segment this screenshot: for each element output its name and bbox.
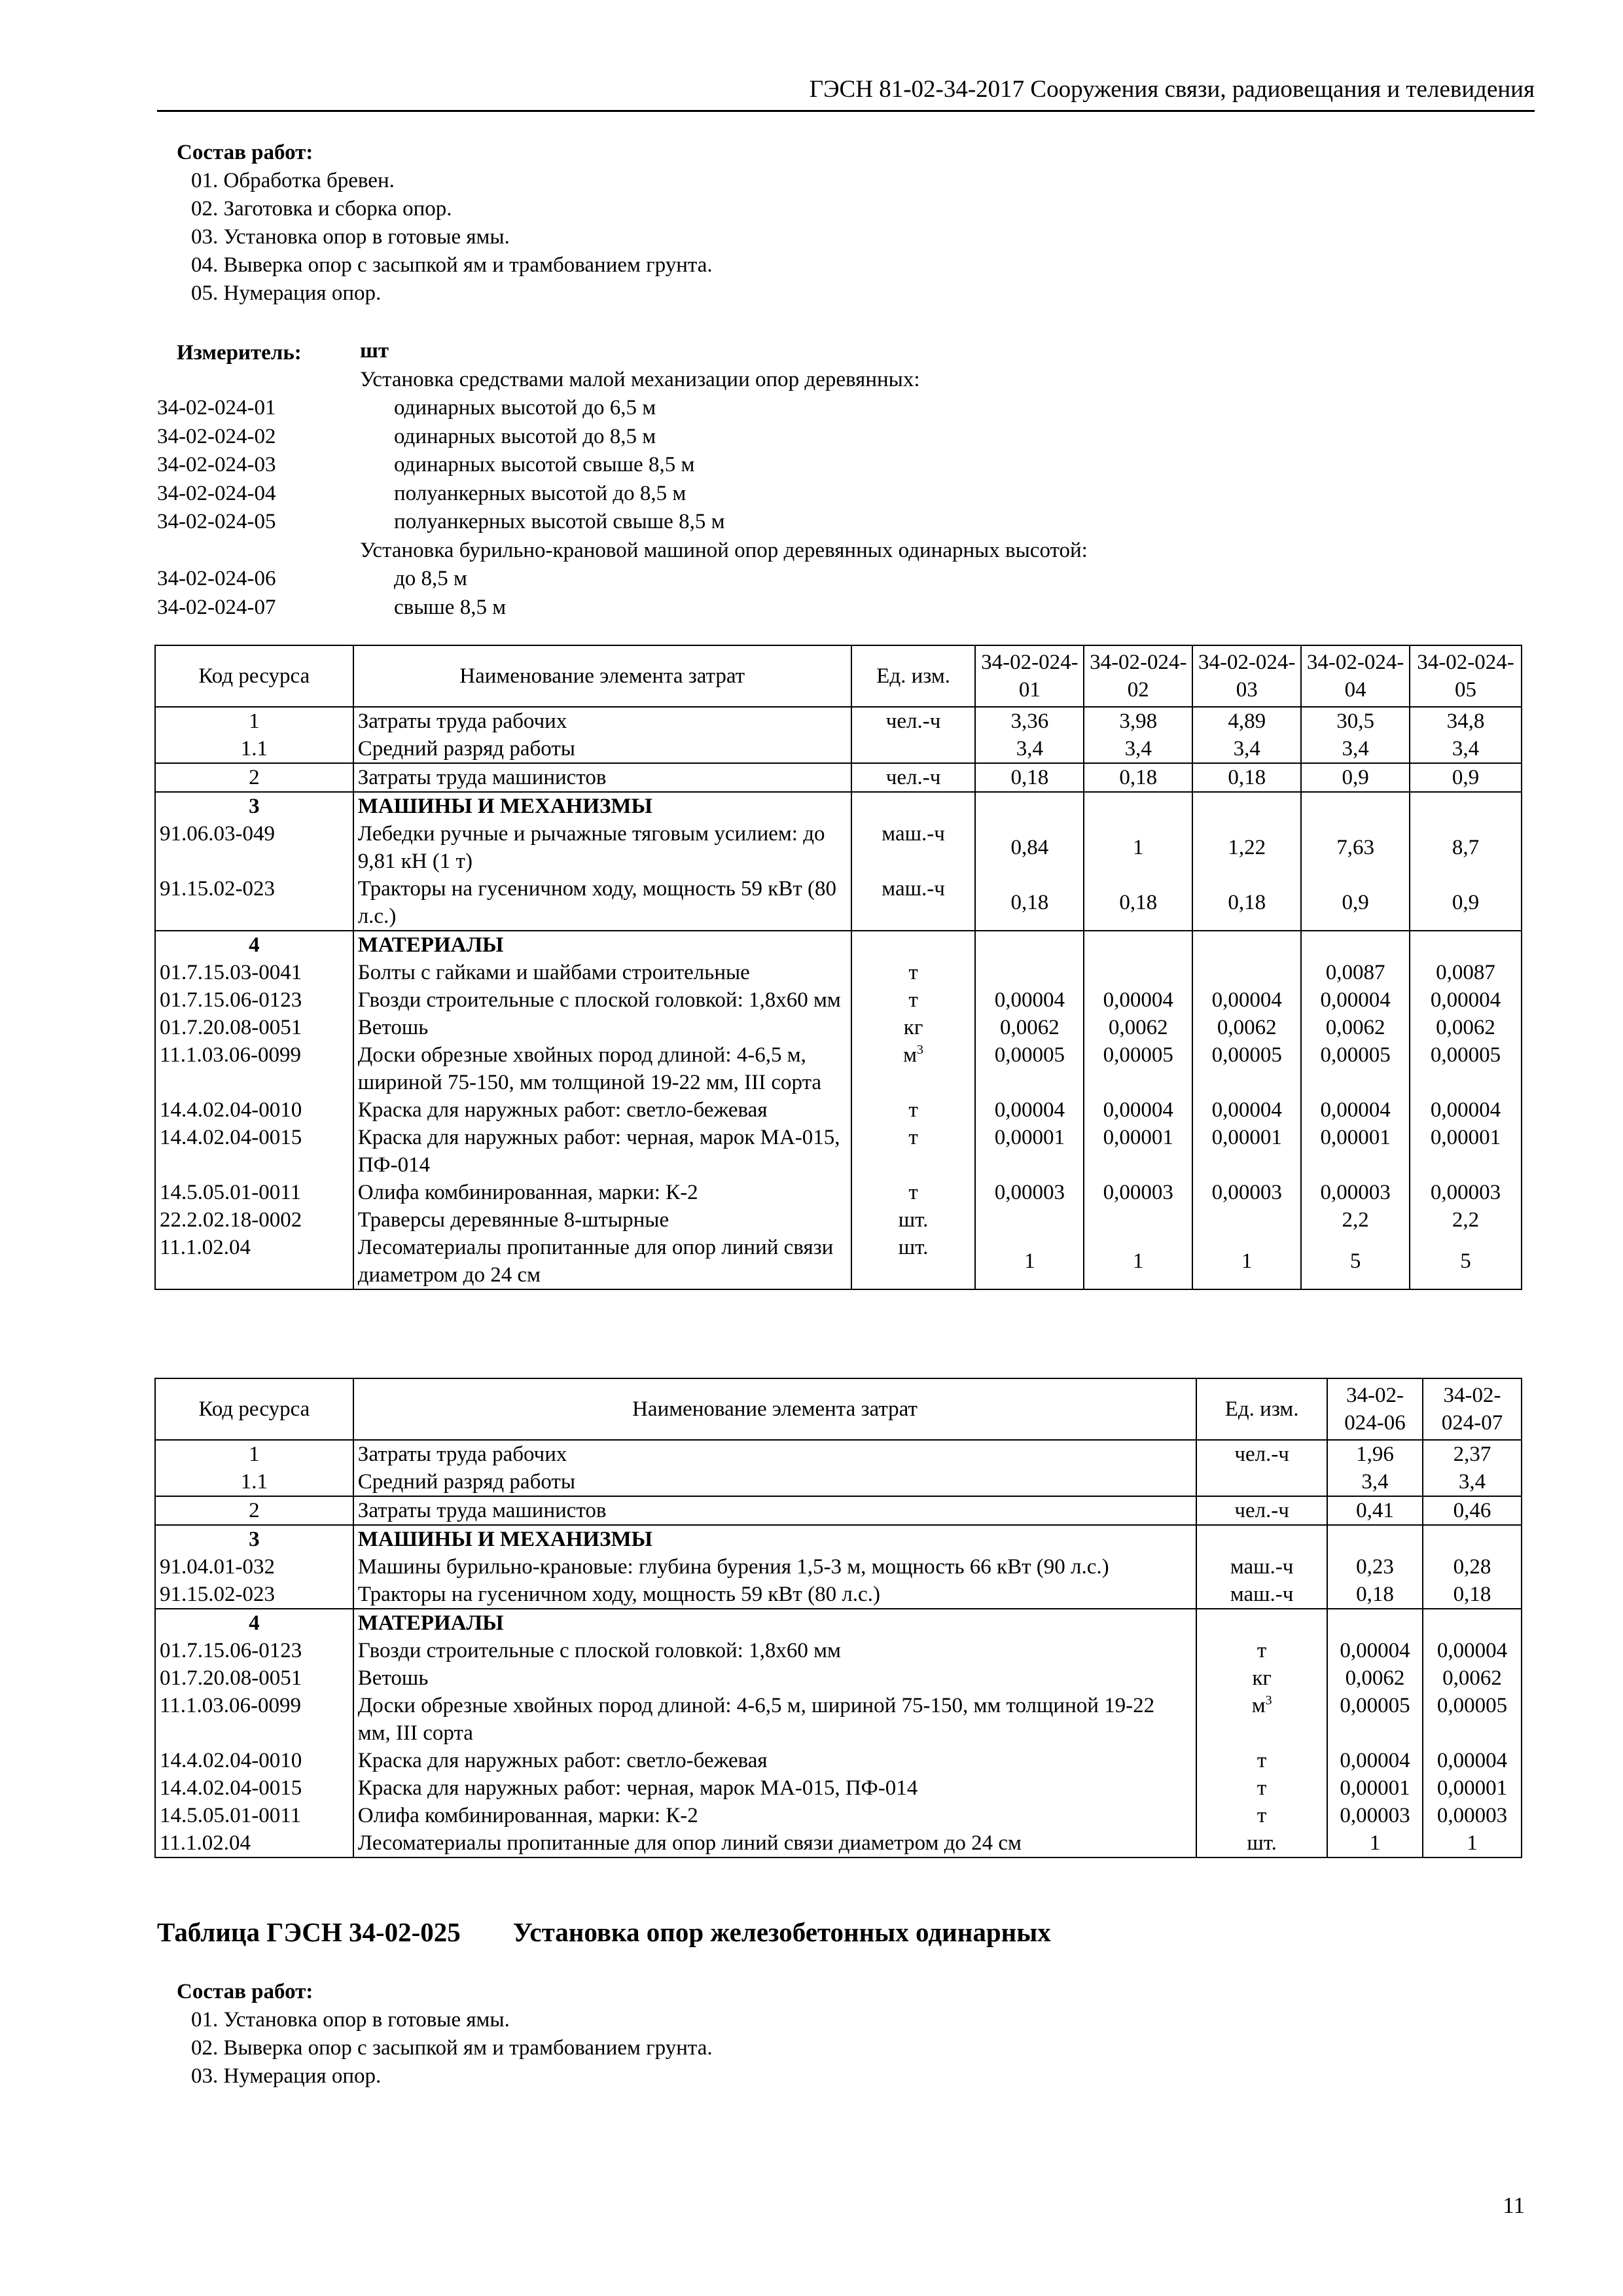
cell-value: 0,00004	[1301, 986, 1410, 1014]
cell-unit	[1196, 1468, 1327, 1496]
cell-value: 0,9	[1301, 763, 1410, 792]
cell-name: Средний разряд работы	[353, 735, 851, 763]
header-col: 34-02-024-05	[1410, 645, 1522, 707]
cell-code: 01.7.15.03-0041	[155, 959, 353, 986]
cell-code: 01.7.20.08-0051	[155, 1014, 353, 1041]
cell-value: 7,63	[1301, 820, 1410, 875]
cell-name: Затраты труда рабочих	[353, 1440, 1196, 1468]
cell-name: Краска для наружных работ: светло-бежевая	[353, 1096, 851, 1124]
cell-unit: т	[851, 986, 976, 1014]
cell-code: 2	[155, 1496, 353, 1525]
cell-name: МАТЕРИАЛЫ	[353, 931, 851, 959]
cell-code: 01.7.15.06-0123	[155, 1637, 353, 1664]
cell-value: 0,00004	[1084, 1096, 1192, 1124]
cell-value: 0,00001	[1192, 1124, 1301, 1179]
cell-value: 1	[1327, 1829, 1423, 1857]
cell-code: 1	[155, 707, 353, 735]
table-row	[155, 820, 1522, 875]
header-col: 34-02-024-07	[1423, 1378, 1522, 1440]
cell-value: 0,00004	[1410, 986, 1522, 1014]
cell-unit: т	[851, 1179, 976, 1206]
cell-value: 0,18	[1084, 875, 1192, 931]
table-row	[155, 931, 1522, 959]
work-composition-title: Состав работ:	[177, 1980, 313, 2003]
cell-value: 0,0062	[1423, 1664, 1522, 1692]
table-row	[155, 1747, 1522, 1774]
measure-row: 34-02-024-03 одинарных высотой свыше 8,5 м	[157, 453, 695, 476]
cell-value: 0,00005	[1410, 1041, 1522, 1096]
cell-value	[1192, 959, 1301, 986]
table-row	[155, 1802, 1522, 1829]
table-row	[155, 1525, 1522, 1553]
cell-name: Ветошь	[353, 1664, 1196, 1692]
cell-value: 0,9	[1410, 763, 1522, 792]
cell-value: 2,2	[1301, 1206, 1410, 1234]
cell-value	[1327, 1609, 1423, 1637]
cell-name: Машины бурильно-крановые: глубина бурения 1,5-3 м, мощность 66 кВт (90 л.с.)	[353, 1553, 1196, 1581]
cell-value: 2,37	[1423, 1440, 1522, 1468]
cell-unit: чел.-ч	[851, 763, 976, 792]
cell-unit: т	[851, 1124, 976, 1179]
table-row	[155, 1774, 1522, 1802]
work-item: 03. Установка опор в готовые ямы.	[191, 225, 510, 249]
cell-value: 0,18	[1327, 1581, 1423, 1609]
cell-code: 01.7.20.08-0051	[155, 1664, 353, 1692]
cell-value: 3,4	[975, 735, 1084, 763]
cell-value: 3,36	[975, 707, 1084, 735]
measure-row: 34-02-024-04 полуанкерных высотой до 8,5 м	[157, 481, 687, 505]
cell-value: 0,00003	[1410, 1179, 1522, 1206]
measure-row: 34-02-024-05 полуанкерных высотой свыше 8,5 м	[157, 510, 725, 533]
cell-value: 0,00004	[1192, 986, 1301, 1014]
cell-value: 3,4	[1327, 1468, 1423, 1496]
cell-value: 1,22	[1192, 820, 1301, 875]
table-row	[155, 1179, 1522, 1206]
cell-value	[1084, 792, 1192, 820]
header-col: 34-02-024-04	[1301, 645, 1410, 707]
table-row	[155, 1041, 1522, 1096]
table-row	[155, 1829, 1522, 1857]
cell-value	[1327, 1525, 1423, 1553]
cell-value: 1,96	[1327, 1440, 1423, 1468]
cell-value	[975, 959, 1084, 986]
cell-code: 14.5.05.01-0011	[155, 1802, 353, 1829]
work-item: 03. Нумерация опор.	[191, 2064, 382, 2088]
cell-unit: маш.-ч	[851, 875, 976, 931]
cell-value: 0,41	[1327, 1496, 1423, 1525]
cell-value: 0,00005	[1327, 1692, 1423, 1747]
work-item: 01. Обработка бревен.	[191, 169, 395, 192]
cell-value: 0,0062	[1410, 1014, 1522, 1041]
table-row	[155, 986, 1522, 1014]
cell-code: 14.4.02.04-0010	[155, 1747, 353, 1774]
cell-value: 3,98	[1084, 707, 1192, 735]
table-row	[155, 1637, 1522, 1664]
table-row	[155, 1206, 1522, 1234]
header-col: 34-02-024-01	[975, 645, 1084, 707]
cell-unit: маш.-ч	[1196, 1553, 1327, 1581]
cell-value: 3,4	[1084, 735, 1192, 763]
table-row	[155, 1096, 1522, 1124]
cell-name: Лесоматериалы пропитанные для опор линий связи диаметром до 24 см	[353, 1234, 851, 1289]
cell-unit: $м^3$	[851, 1041, 976, 1096]
measure-block	[157, 337, 1204, 622]
cell-unit: чел.-ч	[1196, 1440, 1327, 1468]
cell-value	[1410, 792, 1522, 820]
cell-value: 0,00001	[1327, 1774, 1423, 1802]
cell-code: 91.15.02-023	[155, 1581, 353, 1609]
cell-code: 14.4.02.04-0015	[155, 1124, 353, 1179]
cell-unit: шт.	[851, 1206, 976, 1234]
cell-code: 1.1	[155, 735, 353, 763]
cell-value: 0,00003	[1192, 1179, 1301, 1206]
cell-value: 0,00001	[1084, 1124, 1192, 1179]
cell-value	[975, 931, 1084, 959]
cell-value: 0,00003	[1301, 1179, 1410, 1206]
cell-unit	[851, 735, 976, 763]
cell-name: Краска для наружных работ: черная, марок МА-015, ПФ-014	[353, 1774, 1196, 1802]
work-item: 02. Выверка опор с засыпкой ям и трамбованием грунта.	[191, 2036, 713, 2060]
cell-code: 3	[155, 1525, 353, 1553]
cell-name: Гвозди строительные с плоской головкой: 1,8x60 мм	[353, 1637, 1196, 1664]
header-unit: Ед. изм.	[851, 645, 976, 707]
cell-unit: т	[1196, 1802, 1327, 1829]
cell-name: Траверсы деревянные 8-штырные	[353, 1206, 851, 1234]
cell-value: 0,00004	[1410, 1096, 1522, 1124]
cell-value: 0,0062	[1192, 1014, 1301, 1041]
table-row	[155, 707, 1522, 735]
cell-name: Олифа комбинированная, марки: К-2	[353, 1179, 851, 1206]
cell-code: 11.1.02.04	[155, 1829, 353, 1857]
table-row	[155, 1468, 1522, 1496]
cell-value: 3,4	[1410, 735, 1522, 763]
cell-unit	[1196, 1609, 1327, 1637]
cell-value: 8,7	[1410, 820, 1522, 875]
cell-value: 0,00005	[1084, 1041, 1192, 1096]
cell-value: 1	[1423, 1829, 1522, 1857]
cell-unit: чел.-ч	[851, 707, 976, 735]
cell-code: 11.1.02.04	[155, 1234, 353, 1289]
cell-value: 0,00003	[975, 1179, 1084, 1206]
cell-unit: шт.	[1196, 1829, 1327, 1857]
table-title	[157, 1916, 1051, 1948]
cell-value: 5	[1301, 1234, 1410, 1289]
cell-code: 14.5.05.01-0011	[155, 1179, 353, 1206]
header-col: 34-02-024-03	[1192, 645, 1301, 707]
cell-value: 0,00003	[1084, 1179, 1192, 1206]
cell-name: Доски обрезные хвойных пород длиной: 4-6,5 м, шириной 75-150, мм толщиной 19-22 мм, III сорта	[353, 1692, 1196, 1747]
work-item: 04. Выверка опор с засыпкой ям и трамбованием грунта.	[191, 253, 713, 277]
cell-name: Лебедки ручные и рычажные тяговым усилием: до 9,81 кН (1 т)	[353, 820, 851, 875]
cell-name: Затраты труда машинистов	[353, 1496, 1196, 1525]
cell-value: 0,46	[1423, 1496, 1522, 1525]
cell-value: 0,00004	[975, 1096, 1084, 1124]
cell-value: 0,00005	[1192, 1041, 1301, 1096]
measure-label: Измеритель:	[177, 341, 302, 365]
measure-heading: Установка средствами малой механизации опор деревянных:	[360, 367, 920, 391]
table-row	[155, 1234, 1522, 1289]
cell-value: 30,5	[1301, 707, 1410, 735]
cell-value: 5	[1410, 1234, 1522, 1289]
cell-value: 0,0062	[1084, 1014, 1192, 1041]
measure-unit: шт	[360, 339, 389, 363]
header-code: Код ресурса	[155, 1378, 353, 1440]
cell-code: 91.06.03-049	[155, 820, 353, 875]
cell-unit: кг	[851, 1014, 976, 1041]
work-list	[177, 2006, 713, 2090]
cell-unit: т	[851, 959, 976, 986]
cell-value: 0,18	[1084, 763, 1192, 792]
cell-code: 1	[155, 1440, 353, 1468]
cell-code: 91.04.01-032	[155, 1553, 353, 1581]
cell-value: 0,0087	[1410, 959, 1522, 986]
header-col: 34-02-024-06	[1327, 1378, 1423, 1440]
cell-value: 1	[975, 1234, 1084, 1289]
table-row	[155, 1581, 1522, 1609]
cell-value: 0,23	[1327, 1553, 1423, 1581]
cell-value: 1	[1192, 1234, 1301, 1289]
cell-name: МАШИНЫ И МЕХАНИЗМЫ	[353, 1525, 1196, 1553]
cell-value: 0,00004	[1423, 1747, 1522, 1774]
cell-code: 11.1.03.06-0099	[155, 1692, 353, 1747]
cell-value: 0,00001	[1301, 1124, 1410, 1179]
cell-value: 0,0087	[1301, 959, 1410, 986]
cell-value: 2,2	[1410, 1206, 1522, 1234]
cell-unit	[851, 931, 976, 959]
cell-value	[975, 792, 1084, 820]
cell-code: 01.7.15.06-0123	[155, 986, 353, 1014]
cell-value: 0,28	[1423, 1553, 1522, 1581]
cell-code: 91.15.02-023	[155, 875, 353, 931]
cell-value	[1192, 1206, 1301, 1234]
cell-value: 0,00001	[1423, 1774, 1522, 1802]
cell-name: Затраты труда рабочих	[353, 707, 851, 735]
cell-unit: т	[1196, 1774, 1327, 1802]
work-list	[177, 167, 713, 308]
cell-value	[1301, 931, 1410, 959]
cell-code: 1.1	[155, 1468, 353, 1496]
cell-name: Краска для наружных работ: светло-бежевая	[353, 1747, 1196, 1774]
cell-unit: т	[851, 1096, 976, 1124]
cell-code: 11.1.03.06-0099	[155, 1041, 353, 1096]
cell-code: 14.4.02.04-0015	[155, 1774, 353, 1802]
cell-code: 2	[155, 763, 353, 792]
cell-value: 0,9	[1301, 875, 1410, 931]
cell-value: 0,00004	[975, 986, 1084, 1014]
cell-value	[1084, 931, 1192, 959]
table-number: Таблица ГЭСН 34-02-025	[157, 1917, 461, 1947]
cell-value	[1301, 792, 1410, 820]
cell-value: 0,00003	[1327, 1802, 1423, 1829]
cell-value: 0,00004	[1192, 1096, 1301, 1124]
work-item: 01. Установка опор в готовые ямы.	[191, 2008, 510, 2032]
cell-unit: $м^3$	[1196, 1692, 1327, 1747]
work-composition-1	[177, 139, 713, 308]
cell-value: 0,00004	[1301, 1096, 1410, 1124]
table-row	[155, 1496, 1522, 1525]
cell-value: 0,00004	[1327, 1637, 1423, 1664]
table-name: Установка опор железобетонных одинарных	[512, 1917, 1051, 1947]
table-row	[155, 1124, 1522, 1179]
cell-name: Олифа комбинированная, марки: К-2	[353, 1802, 1196, 1829]
cell-value	[1192, 792, 1301, 820]
cell-value: 3,4	[1192, 735, 1301, 763]
cell-name: Ветошь	[353, 1014, 851, 1041]
cell-value: 0,00001	[975, 1124, 1084, 1179]
cell-value: 0,00003	[1423, 1802, 1522, 1829]
cell-unit: чел.-ч	[1196, 1496, 1327, 1525]
cell-value: 0,0062	[1301, 1014, 1410, 1041]
cell-value: 0,18	[975, 875, 1084, 931]
cell-value	[1410, 931, 1522, 959]
cell-name: Краска для наружных работ: черная, марок МА-015, ПФ-014	[353, 1124, 851, 1179]
cell-value: 1	[1084, 820, 1192, 875]
work-item: 02. Заготовка и сборка опор.	[191, 197, 452, 221]
cell-unit	[851, 792, 976, 820]
cell-name: МАТЕРИАЛЫ	[353, 1609, 1196, 1637]
table-row	[155, 1440, 1522, 1468]
cell-value: 3,4	[1301, 735, 1410, 763]
cell-value: 0,00004	[1084, 986, 1192, 1014]
measure-row: 34-02-024-02 одинарных высотой до 8,5 м	[157, 424, 656, 448]
table-row	[155, 959, 1522, 986]
table-row	[155, 763, 1522, 792]
measure-row: 34-02-024-07 свыше 8,5 м	[157, 595, 507, 619]
page-header: ГЭСН 81-02-34-2017 Сооружения связи, радиовещания и телевидения	[157, 73, 1535, 112]
cell-value	[1423, 1609, 1522, 1637]
cell-name: Средний разряд работы	[353, 1468, 1196, 1496]
cell-value: 1	[1084, 1234, 1192, 1289]
cell-value: 0,00005	[1301, 1041, 1410, 1096]
cell-code: 14.4.02.04-0010	[155, 1096, 353, 1124]
cell-value: 0,00004	[1423, 1637, 1522, 1664]
measure-row: 34-02-024-06 до 8,5 м	[157, 567, 467, 590]
cell-value: 0,18	[1423, 1581, 1522, 1609]
work-item: 05. Нумерация опор.	[191, 281, 382, 305]
work-composition-2	[177, 1978, 713, 2090]
cell-value: 3,4	[1423, 1468, 1522, 1496]
measure-row: 34-02-024-01 одинарных высотой до 6,5 м	[157, 396, 656, 420]
header-col: 34-02-024-02	[1084, 645, 1192, 707]
cell-name: Тракторы на гусеничном ходу, мощность 59 кВт (80 л.с.)	[353, 1581, 1196, 1609]
cell-value: 0,00005	[975, 1041, 1084, 1096]
cell-value	[1192, 931, 1301, 959]
cell-name: Доски обрезные хвойных пород длиной: 4-6,5 м, шириной 75-150, мм толщиной 19-22 мм, III сорта	[353, 1041, 851, 1096]
cell-code: 22.2.02.18-0002	[155, 1206, 353, 1234]
header-unit: Ед. изм.	[1196, 1378, 1327, 1440]
cell-name: Гвозди строительные с плоской головкой: 1,8x60 мм	[353, 986, 851, 1014]
cell-code: 4	[155, 1609, 353, 1637]
table-row	[155, 1609, 1522, 1637]
cell-value: 0,00005	[1423, 1692, 1522, 1747]
header-code: Код ресурса	[155, 645, 353, 707]
table-row	[155, 1692, 1522, 1747]
cell-unit: т	[1196, 1747, 1327, 1774]
cell-value: 0,18	[1192, 875, 1301, 931]
cell-unit: т	[1196, 1637, 1327, 1664]
table-row	[155, 875, 1522, 931]
measure-heading: Установка бурильно-крановой машиной опор деревянных одинарных высотой:	[360, 538, 1088, 562]
cell-name: Болты с гайками и шайбами строительные	[353, 959, 851, 986]
cell-code: 4	[155, 931, 353, 959]
cell-value: 0,00001	[1410, 1124, 1522, 1179]
cell-value: 34,8	[1410, 707, 1522, 735]
cell-value	[1084, 959, 1192, 986]
cell-value	[1084, 1206, 1192, 1234]
cell-value	[1423, 1525, 1522, 1553]
cell-value	[975, 1206, 1084, 1234]
cell-unit	[1196, 1525, 1327, 1553]
header-name: Наименование элемента затрат	[353, 645, 851, 707]
cell-value: 0,18	[1192, 763, 1301, 792]
cell-value: 0,18	[975, 763, 1084, 792]
table-row	[155, 792, 1522, 820]
resource-table-2	[154, 1378, 1522, 1858]
table-row	[155, 1014, 1522, 1041]
cell-unit: маш.-ч	[851, 820, 976, 875]
cell-code: 3	[155, 792, 353, 820]
cell-value: 0,0062	[1327, 1664, 1423, 1692]
page-number: 11	[1503, 2193, 1525, 2218]
table-row	[155, 1553, 1522, 1581]
cell-value: 4,89	[1192, 707, 1301, 735]
resource-table-1	[154, 645, 1522, 1290]
cell-unit: кг	[1196, 1664, 1327, 1692]
cell-name: МАШИНЫ И МЕХАНИЗМЫ	[353, 792, 851, 820]
work-composition-title: Состав работ:	[177, 141, 313, 164]
cell-name: Затраты труда машинистов	[353, 763, 851, 792]
cell-name: Тракторы на гусеничном ходу, мощность 59 кВт (80 л.с.)	[353, 875, 851, 931]
table-row	[155, 735, 1522, 763]
cell-name: Лесоматериалы пропитанные для опор линий связи диаметром до 24 см	[353, 1829, 1196, 1857]
cell-value: 0,00004	[1327, 1747, 1423, 1774]
cell-value: 0,9	[1410, 875, 1522, 931]
header-name: Наименование элемента затрат	[353, 1378, 1196, 1440]
cell-value: 0,84	[975, 820, 1084, 875]
table-row	[155, 1664, 1522, 1692]
cell-value: 0,0062	[975, 1014, 1084, 1041]
cell-unit: маш.-ч	[1196, 1581, 1327, 1609]
cell-unit: шт.	[851, 1234, 976, 1289]
